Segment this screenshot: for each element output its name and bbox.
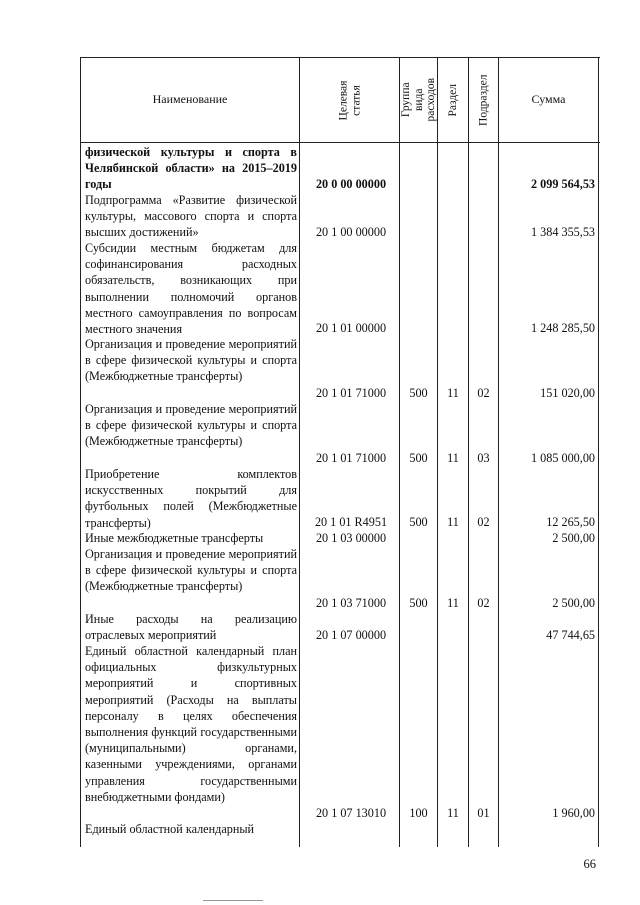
row-code: 20 1 01 71000 bbox=[315, 386, 387, 400]
header-target-text: Целевая статья bbox=[337, 80, 362, 120]
header-subsection-text: Подраздел bbox=[477, 74, 490, 126]
row-subsection: 02 bbox=[477, 596, 490, 610]
row-section: 11 bbox=[447, 596, 459, 610]
row-section: 11 bbox=[447, 806, 459, 820]
row-name: Организация и проведение мероприятий в сфере физической культуры и спорта (Межбюджетные трансферты) bbox=[85, 547, 297, 594]
row-code: 20 1 01 00000 bbox=[315, 321, 387, 335]
header-section-text: Раздел bbox=[446, 83, 459, 117]
row-section: 11 bbox=[447, 451, 459, 465]
row-code: 20 1 00 00000 bbox=[315, 225, 387, 239]
row-sum: 2 500,00 bbox=[552, 596, 595, 610]
header-group bbox=[400, 58, 437, 142]
row-name: Иные межбюджетные трансферты bbox=[85, 531, 264, 545]
row-name: Организация и проведение мероприятий в сфере физической культуры и спорта (Межбюджетные трансферты) bbox=[85, 402, 297, 449]
row-sum: 151 020,00 bbox=[540, 386, 595, 400]
header-bottom-border bbox=[80, 142, 600, 143]
col-border bbox=[598, 57, 599, 847]
row-sum: 12 265,50 bbox=[546, 515, 595, 529]
header-group-text: Группа вида расходов bbox=[399, 78, 437, 122]
row-sum: 1 085 000,00 bbox=[531, 451, 595, 465]
row-name: Подпрограмма «Развитие физической культуры, массового спорта и спорта высших достижений» bbox=[85, 193, 297, 240]
footer-mark bbox=[203, 900, 263, 901]
col-border bbox=[299, 57, 300, 847]
row-code: 20 1 03 71000 bbox=[315, 596, 387, 610]
header-target bbox=[300, 58, 399, 142]
row-name: Субсидии местным бюджетам для софинансирования расходных обязательств, возникающих при выполнении полномочий органов местного самоуправления по вопросам местного значения bbox=[85, 241, 297, 337]
row-code: 20 1 01 R4951 bbox=[314, 515, 388, 529]
row-subsection: 02 bbox=[477, 386, 490, 400]
row-sum: 2 500,00 bbox=[552, 531, 595, 545]
row-code: 20 1 07 00000 bbox=[315, 628, 387, 642]
row-sum: 47 744,65 bbox=[546, 628, 595, 642]
header-section bbox=[438, 58, 468, 142]
page-number: 66 bbox=[583, 857, 596, 871]
row-code: 20 1 03 00000 bbox=[315, 531, 387, 545]
row-section: 11 bbox=[447, 386, 459, 400]
row-code: 20 0 00 00000 bbox=[315, 177, 387, 191]
row-group: 500 bbox=[409, 451, 428, 465]
row-code: 20 1 07 13010 bbox=[315, 806, 387, 820]
row-name: Единый областной календарный план официальных физкультурных мероприятий и спортивных мероприятий (Расходы на выплаты персоналу в целях обеспечения выполнения функций государственными (муниципальными) органами, казенными учреждениями, органами управления государственными внебюджетными фондами) bbox=[85, 644, 297, 804]
header-name: Наименование bbox=[152, 92, 228, 106]
row-group: 500 bbox=[409, 596, 428, 610]
row-subsection: 03 bbox=[477, 451, 490, 465]
row-group: 500 bbox=[409, 515, 428, 529]
row-code: 20 1 01 71000 bbox=[315, 451, 387, 465]
col-border bbox=[80, 57, 81, 847]
row-name: Единый областной календарный bbox=[85, 822, 255, 836]
row-group: 500 bbox=[409, 386, 428, 400]
row-sum: 1 384 355,53 bbox=[531, 225, 595, 239]
row-section: 11 bbox=[447, 515, 459, 529]
row-name: физической культуры и спорта в Челябинской области» на 2015–2019 годы bbox=[85, 145, 297, 192]
row-group: 100 bbox=[409, 806, 428, 820]
row-sum: 1 960,00 bbox=[552, 806, 595, 820]
row-name: Организация и проведение мероприятий в сфере физической культуры и спорта (Межбюджетные трансферты) bbox=[85, 337, 297, 384]
row-sum: 1 248 285,50 bbox=[531, 321, 595, 335]
row-name: Иные расходы на реализацию отраслевых мероприятий bbox=[85, 612, 297, 643]
row-name: Приобретение комплектов искусственных покрытий для футбольных полей (Межбюджетные трансферты) bbox=[85, 467, 297, 530]
row-subsection: 01 bbox=[477, 806, 490, 820]
header-subsection bbox=[469, 58, 498, 142]
row-sum: 2 099 564,53 bbox=[531, 177, 595, 191]
row-subsection: 02 bbox=[477, 515, 490, 529]
header-sum: Сумма bbox=[531, 92, 566, 106]
